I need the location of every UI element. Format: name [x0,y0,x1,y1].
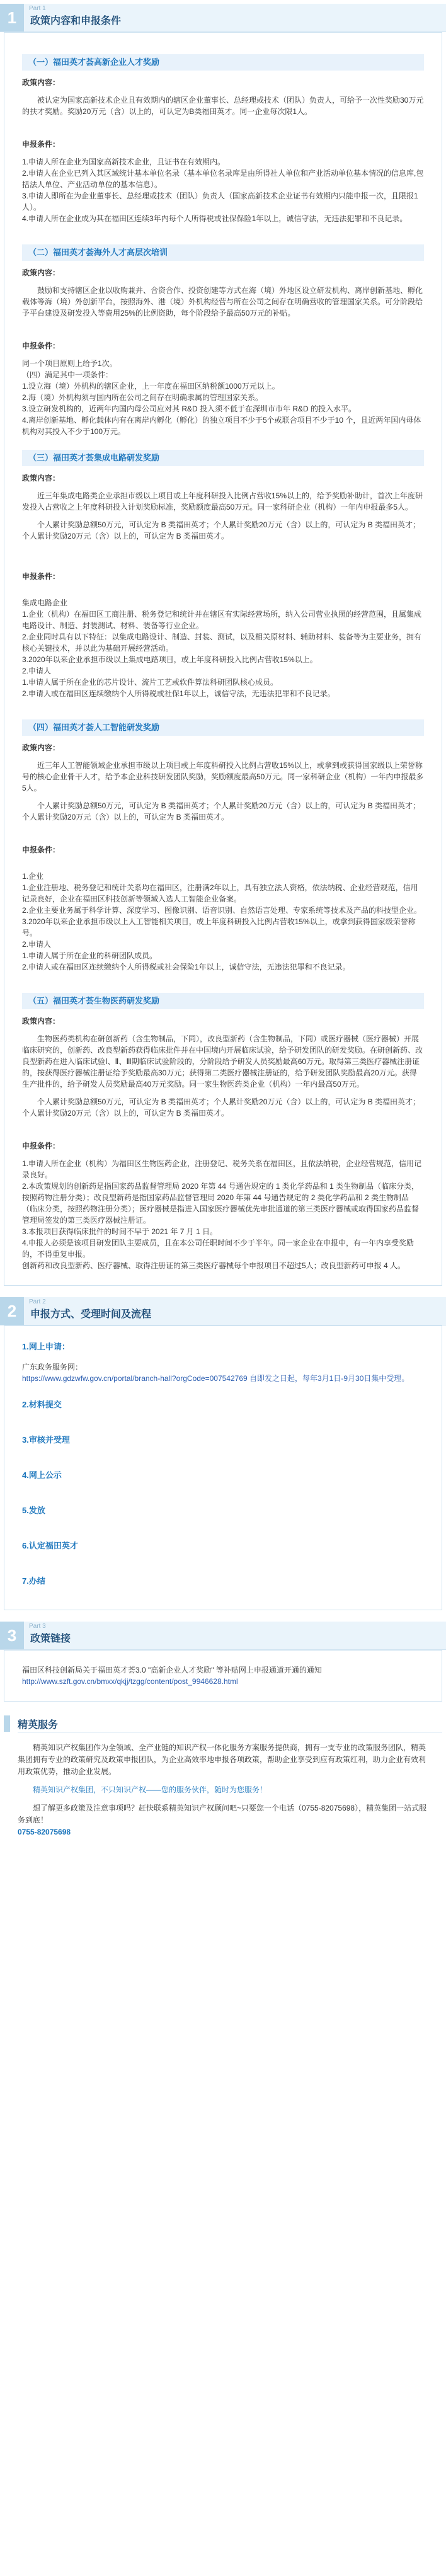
condition-item: 2.本政策规划的创新药是指国家药品监督管理局 2020 年第 44 号通告规定的 1 类化学药品和 1 类生物制品（临床分类，按照药物注册分类）；改良型新药是指国家药品监督管理局 2020 年第 44 号通告规定的 2 类化学药品和 2 类生物制品（临床分类，按照药物注册分类）；医疗器械是指进入国家医疗器械优先审批通道的第三类医疗器械或取得国家药品监督管理局签发的第三类医疗器械注册证。 [22,1182,420,1225]
content-label: 政策内容： [22,78,60,87]
policy-heading: （二）福田英才荟海外人才高层次培训 [22,244,424,261]
content-label: 政策内容： [22,743,60,752]
policy-content: 近三年集成电路类企业承担市级以上项目或上年度科研投入比例占营收15%以上的，给予奖励补助计，首次上年度研发投入占营收之上年度科研投入计划奖励标准，奖励额度最高50万元。同一家科研企业（机构）一年内申报最多5人。 [22,491,423,512]
step-heading: 6.认定福田英才 [22,1541,78,1550]
condition-item: 3.申请人即所在为企业董事长、总经理或技术（团队）负责人（国家高新技术企业证书有效期内只能申报一次，且限报1人）。 [22,192,418,212]
condition-item: 2.海（境）外机构须与国内所在公司之间存在明确隶属的管理国家关系。 [22,393,263,402]
section-number: 3 [0,1622,24,1649]
content-label: 政策内容： [22,268,60,277]
step-heading: 1.网上申请： [22,1342,70,1351]
condition-item: 1.申请人属于所在企业的芯片设计、流片工艺或软件算法科研团队核心成员。 [22,678,278,687]
service-header [4,1714,442,1733]
condition-item: 集成电路企业 [22,598,68,607]
process-box [4,1325,442,1610]
condition-item: 1.申请人所在企业为国家高新技术企业，且证书在有效期内。 [22,157,226,166]
step-heading: 5.发放 [22,1506,45,1515]
condition-item: 1.企业注册地、税务登记和统计关系均在福田区，注册满2年以上，具有独立法人资格，依法纳税、企业经营规范，信用记录良好，企业在福田区科技创新等领域入选人工智能企业备案。 [22,883,418,903]
links-box [4,1650,442,1702]
section-header-3 [0,1622,446,1650]
condition-item: 1.设立海（境）外机构的辖区企业，上一年度在福田区纳税额1000万元以上。 [22,382,280,391]
condition-item: 3.设立研发机构的，近两年内国内母公司应对其 R&D 投入须不低于在深圳市市年 R&D 的投入水平。 [22,404,357,413]
condition-item: 2.企业同时具有以下特征：以集成电路设计、制造、封装、测试，以及相关原材料、辅助材料、装备等为主要业务，拥有核心关键技术，并以此为基础开展经营活动。 [22,633,422,653]
policy-link[interactable]: http://www.szft.gov.cn/bmxx/qkjj/tzgg/content/post_9946628.html [22,1677,238,1686]
condition-item: 3.2020年以来企业承担市级以上人工智能相关项目，或上年度科研投入比例占营收15%以上，或拿到获得国家级荣誉称号。 [22,917,416,937]
policy-heading: （三）福田英才荟集成电路研发奖励 [22,450,424,466]
condition-item: （四）满足其中一项条件： [22,370,113,379]
section-title: 申报方式、受理时间及流程 [30,1309,152,1320]
service-slogan: 精英知识产权集团，不只知识产权——您的服务伙伴，随时为您服务！ [33,1785,268,1794]
condition-item: 3.本报项目获得临床批件的时间不早于 2021 年 7 月 1 日。 [22,1227,218,1236]
policy-content: 鼓励和支持辖区企业以收购兼并、合资合作、投资创建等方式在海（境）外地区设立研发机构、离岸创新基地、孵化载体等海（境）外创新平台，按照海外、港（境）外机构经营与所在公司之间存在明确营收的管理国家关系。可分阶段给予平台建设及研发投入等费用25%的比例资助，每个阶段给予最高50万元的补贴。 [22,286,423,318]
condition-item: 4.申报人必须是该项目研发团队主要成员，且在本公司任职时间不少于半年。同一家企业在申报中，有一年内享受奖励的，不得重复申报。 [22,1239,415,1259]
condition-item: 2.申请人 [22,940,52,949]
link-description: 福田区科技创新局关于福田英才荟3.0 "高新企业人才奖励" 等补贴网上申报通道开通的通知 [22,1666,322,1674]
section-part: Part 2 [29,1298,46,1305]
policy-heading: （四）福田英才荟人工智能研发奖励 [22,719,424,736]
condition-item: 2.申请人或在福田区连续缴纳个人所得税或社会保险1年以上，诚信守法，无违法犯罪和不良记录。 [22,963,350,971]
condition-item: 1.申请人属于所在企业的科研团队成员。 [22,951,157,960]
service-contact: 想了解更多政策及注意事项吗？赶快联系精英知识产权顾问吧~只要您一个电话（0755-82075698），精英集团一站式服务到底！ [18,1804,427,1824]
condition-item: 2.申请人或在福田区连续缴纳个人所得税或社保1年以上，诚信守法，无违法犯罪和不良记录。 [22,689,335,698]
conditions-label: 申报条件： [22,140,60,149]
step-heading: 4.网上公示 [22,1470,62,1480]
condition-item: 1.企业 [22,872,44,881]
policy-content: 被认定为国家高新技术企业且有效期内的辖区企业董事长、总经理或技术（团队）负责人，可给予一次性奖励30万元的扶才奖励。奖励20万元（含）以上的，可认定为B类福田英才。同一企业每次限1人。 [22,96,424,116]
section-title: 政策内容和申报条件 [30,16,122,26]
service-intro: 精英知识产权集团作为全领域、全产业链的知识产权一体化服务方案服务提供商，拥有一支专业的政策服务团队，精英集团拥有专业的政策研究及政策申报团队，为企业高效率地申报各项政策，帮助企业享受到应有政策红利，助力企业有效利用政策优势，推动企业发展。 [18,1743,426,1776]
section-part: Part 1 [29,5,46,12]
section-header-1 [0,4,446,32]
conditions-label: 申报条件： [22,845,60,854]
condition-item: 1.申请人所在企业（机构）为福田区生物医药企业，注册登记、税务关系在福田区，且依法纳税，企业经营规范，信用记录良好。 [22,1159,422,1179]
service-phone[interactable]: 0755-82075698 [18,1828,71,1836]
apply-link[interactable]: https://www.gdzwfw.gov.cn/portal/branch-hall?orgCode=007542769 自即发之日起，每年3月1日-9月30日集中受理。 [22,1374,409,1383]
conditions-label: 申报条件： [22,572,60,581]
content-label: 政策内容： [22,474,60,483]
step-heading: 3.审核并受理 [22,1435,70,1445]
condition-item: 2.申请人在企业已列入其区域统计基本单位名录（基本单位名录库是由所得社人单位和产业活动单位基本情况的信息库,包括法人单位、产业活动单位的基本信息）。 [22,169,424,189]
content-label: 政策内容： [22,1017,60,1026]
condition-item: 4.离岸创新基地、孵化载体内有在离岸内孵化（孵化）的独立项目不少于5个或联合项目不少于10 个，且近两年国内母体机构对其投入不少于100万元。 [22,416,421,436]
section-number: 1 [0,4,24,31]
service-title: 精英服务 [18,1720,59,1731]
section-header-2 [0,1297,446,1325]
step-text: 广东政务服务网： [22,1363,83,1371]
policy-content: 个人累计奖励总额50万元，可认定为 B 类福田英才；个人累计奖励20万元（含）以上的，可认定为 B 类福田英才；个人累计奖励20万元（含）以上的，可认定为 B 类福田英才。 [22,801,421,821]
policy-content: 生物医药类机构在研创新药（含生物制品，下同），改良型新药（含生物制品，下同）或医疗器械（医疗器械）开展临床研究的，创新药、改良型新药获得临床批件并在中国境内开展临床试验，给予研发团队的研发奖励。在研创新药、改良型新药在进入临床试验Ⅰ、Ⅱ、Ⅲ期临床试验阶段的，分阶段给予研发人员奖励最高60万元。取得第三类医疗器械注册证的，按获得医疗器械注册证给予奖励最高30万元；获得第二类医疗器械注册证的，给予研发团队奖励最高20万元。获得生产批件的，给予研发人员奖励最高40万元奖励。同一家生物医药类企业（机构）一年内最高50万元。 [22,1034,423,1089]
condition-item: 2.申请人 [22,667,52,675]
conditions-label: 申报条件： [22,1142,60,1150]
policy-content: 个人累计奖励总额50万元，可认定为 B 类福田英才；个人累计奖励20万元（含）以上的，可认定为 B 类福田英才；个人累计奖励20万元（含）以上的，可认定为 B 类福田英才。 [22,1097,421,1118]
step-heading: 7.办结 [22,1576,45,1586]
conditions-label: 申报条件： [22,341,60,350]
section-part: Part 3 [29,1623,46,1630]
condition-item: 4.申请人所在企业成为其在福田区连续3年内每个人所得税或社保保险1年以上，诚信守法，无违法犯罪和不良记录。 [22,214,408,223]
condition-item: 3.2020年以来企业承担市级以上集成电路项目，或上年度科研投入比例占营收15%以上。 [22,655,317,664]
condition-item: 1.企业（机构）在福田区工商注册、税务登记和统计并在辖区有实际经营场所，纳入公司营业执照的经营范围，且属集成电路设计、制造、封装测试、材料、装备等行业企业。 [22,610,422,630]
policy-box [4,32,442,1286]
policy-heading: （五）福田英才荟生物医药研发奖励 [22,993,424,1009]
condition-item: 2.企业主要业务属于科学计算、深度学习、图像识别、语音识别、自然语言处理、专家系统等技术及产品的科技型企业。 [22,906,422,915]
condition-item: 同一个项目原则上给予1次。 [22,359,117,368]
policy-heading: （一）福田英才荟高新企业人才奖励 [22,54,424,71]
step-heading: 2.材料提交 [22,1400,62,1409]
section-number: 2 [0,1297,24,1325]
service-accent-bar [4,1715,10,1732]
section-title: 政策链接 [30,1634,71,1644]
condition-item: 创新药和改良型新药、医疗器械、取得注册证的第三类医疗器械每个申报项目不超过5人；改良型新药可申报 4 人。 [22,1261,406,1270]
policy-content: 个人累计奖励总额50万元，可认定为 B 类福田英才；个人累计奖励20万元（含）以上的，可认定为 B 类福田英才；个人累计奖励20万元（含）以上的，可认定为 B 类福田英才。 [22,520,421,541]
policy-content: 近三年人工智能领域企业承担市级以上项目或上年度科研投入比例占营收15%以上，或拿到或获得国家级以上荣誉称号的核心企业骨干人才，给予本企业科技研发团队奖励，奖励额度最高50万元。同一家科研企业（机构）一年内申报最多5人。 [22,761,424,793]
